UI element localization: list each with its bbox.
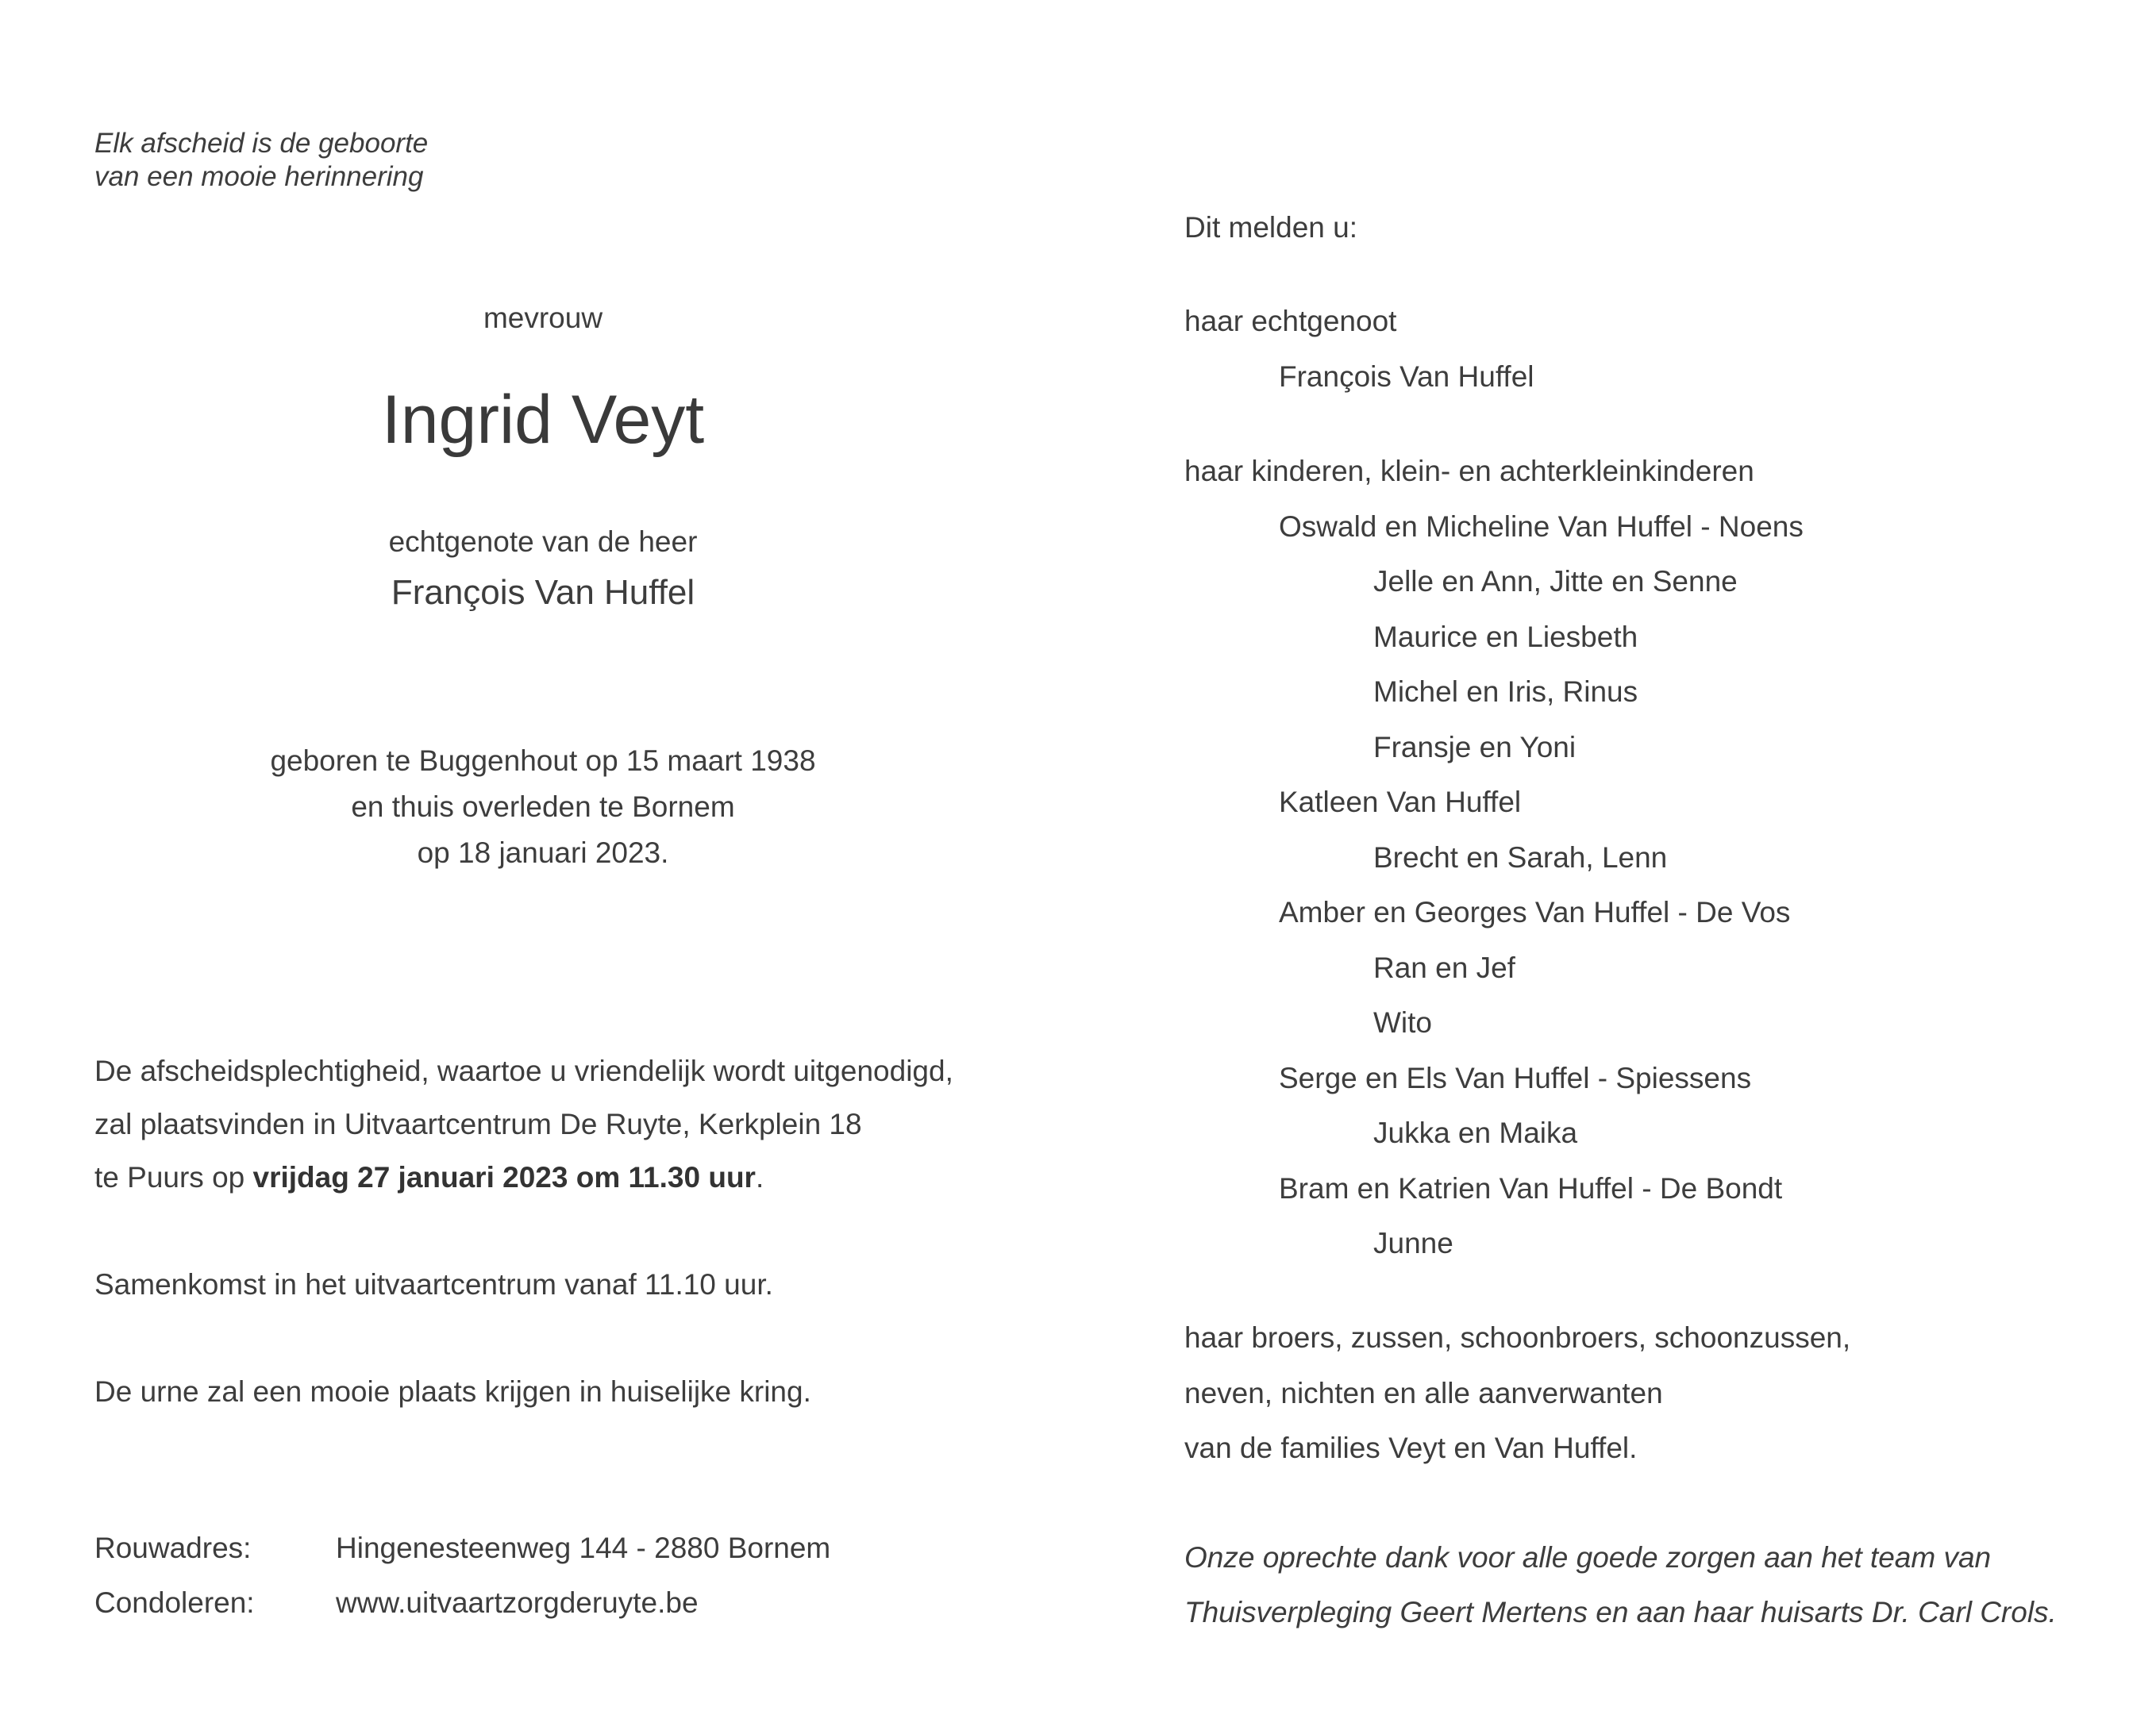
- spouse-section: [1184, 306, 1534, 416]
- thanks-line: Thuisverpleging Geert Mertens en aan haar huisarts Dr. Carl Crols.: [1184, 1596, 2057, 1628]
- deceased-name: Ingrid Veyt: [381, 382, 705, 458]
- family-member-child: Amber en Georges Van Huffel - De Vos: [1279, 896, 1791, 929]
- life-line: en thuis overleden te Bornem: [351, 790, 735, 823]
- ceremony-suffix: .: [755, 1161, 764, 1194]
- ceremony-prefix: te Puurs op: [94, 1161, 253, 1194]
- family-member-grandchild: Brecht en Sarah, Lenn: [1373, 840, 1668, 874]
- ceremony-line: [94, 1151, 953, 1204]
- thanks-line: Onze oprechte dank voor alle goede zorgen aan het team van: [1184, 1541, 1992, 1574]
- urn-text: De urne zal een mooie plaats krijgen in huiselijke kring.: [94, 1375, 811, 1408]
- condolences-row: [94, 1586, 699, 1620]
- quote-line: Elk afscheid is de geboorte: [94, 128, 429, 159]
- family-member-grandchild: Maurice en Liesbeth: [1373, 620, 1638, 653]
- children-heading: haar kinderen, klein- en achterkleinkinderen: [1184, 455, 1754, 487]
- relatives-section: [1184, 1322, 1850, 1488]
- family-member-grandchild: Ran en Jef: [1373, 951, 1515, 984]
- family-member-grandchild: Fransje en Yoni: [1373, 730, 1577, 763]
- ceremony-line: De afscheidsplechtigheid, waartoe u vriendelijk wordt uitgenodigd,: [94, 1055, 953, 1087]
- relatives-line: van de families Veyt en Van Huffel.: [1184, 1432, 1638, 1464]
- family-member-grandchild: Junne: [1373, 1227, 1453, 1259]
- ceremony-date: vrijdag 27 januari 2023 om 11.30 uur: [252, 1161, 756, 1194]
- family-member-grandchild: Jelle en Ann, Jitte en Senne: [1373, 565, 1738, 598]
- honorific: mevrouw: [483, 302, 603, 334]
- life-line: op 18 januari 2023.: [417, 836, 669, 869]
- ceremony-text: [94, 1044, 953, 1204]
- family-member-child: Bram en Katrien Van Huffel - De Bondt: [1279, 1171, 1783, 1205]
- family-member-child: Katleen Van Huffel: [1279, 786, 1522, 818]
- spouse-name: François Van Huffel: [391, 573, 695, 612]
- spouse-section-name: François Van Huffel: [1279, 359, 1534, 393]
- family-member-grandchild: Jukka en Maika: [1373, 1117, 1578, 1149]
- family-member-child: Oswald en Micheline Van Huffel - Noens: [1279, 509, 1804, 543]
- family-member-grandchild: Michel en Iris, Rinus: [1373, 675, 1638, 708]
- opening-quote: [94, 127, 428, 194]
- gathering-text: Samenkomst in het uitvaartcentrum vanaf 11.10 uur.: [94, 1268, 773, 1301]
- spouse-intro: echtgenote van de heer: [388, 525, 698, 558]
- life-line: geboren te Buggenhout op 15 maart 1938: [270, 744, 816, 777]
- relatives-line: haar broers, zussen, schoonbroers, schoonzussen,: [1184, 1321, 1851, 1354]
- announce-line: Dit melden u:: [1184, 211, 1357, 244]
- quote-line: van een mooie herinnering: [94, 161, 424, 192]
- life-dates: [94, 738, 991, 876]
- family-member-child: Serge en Els Van Huffel - Spiessens: [1279, 1061, 1752, 1094]
- ceremony-line: zal plaatsvinden in Uitvaartcentrum De Ruyte, Kerkplein 18: [94, 1108, 862, 1140]
- condolences-label: Condoleren:: [94, 1586, 255, 1619]
- spouse-heading: haar echtgenoot: [1184, 305, 1397, 337]
- address-value: Hingenesteenweg 144 - 2880 Bornem: [336, 1532, 831, 1564]
- family-member-grandchild: Wito: [1373, 1006, 1432, 1039]
- thanks-note: [1184, 1530, 2057, 1640]
- family-list: [1184, 511, 1804, 1283]
- address-row: [94, 1532, 830, 1565]
- address-label: Rouwadres:: [94, 1532, 252, 1564]
- relatives-line: neven, nichten en alle aanverwanten: [1184, 1376, 1663, 1409]
- children-section: [1184, 456, 1804, 1283]
- condolences-link[interactable]: www.uitvaartzorgderuyte.be: [336, 1586, 699, 1619]
